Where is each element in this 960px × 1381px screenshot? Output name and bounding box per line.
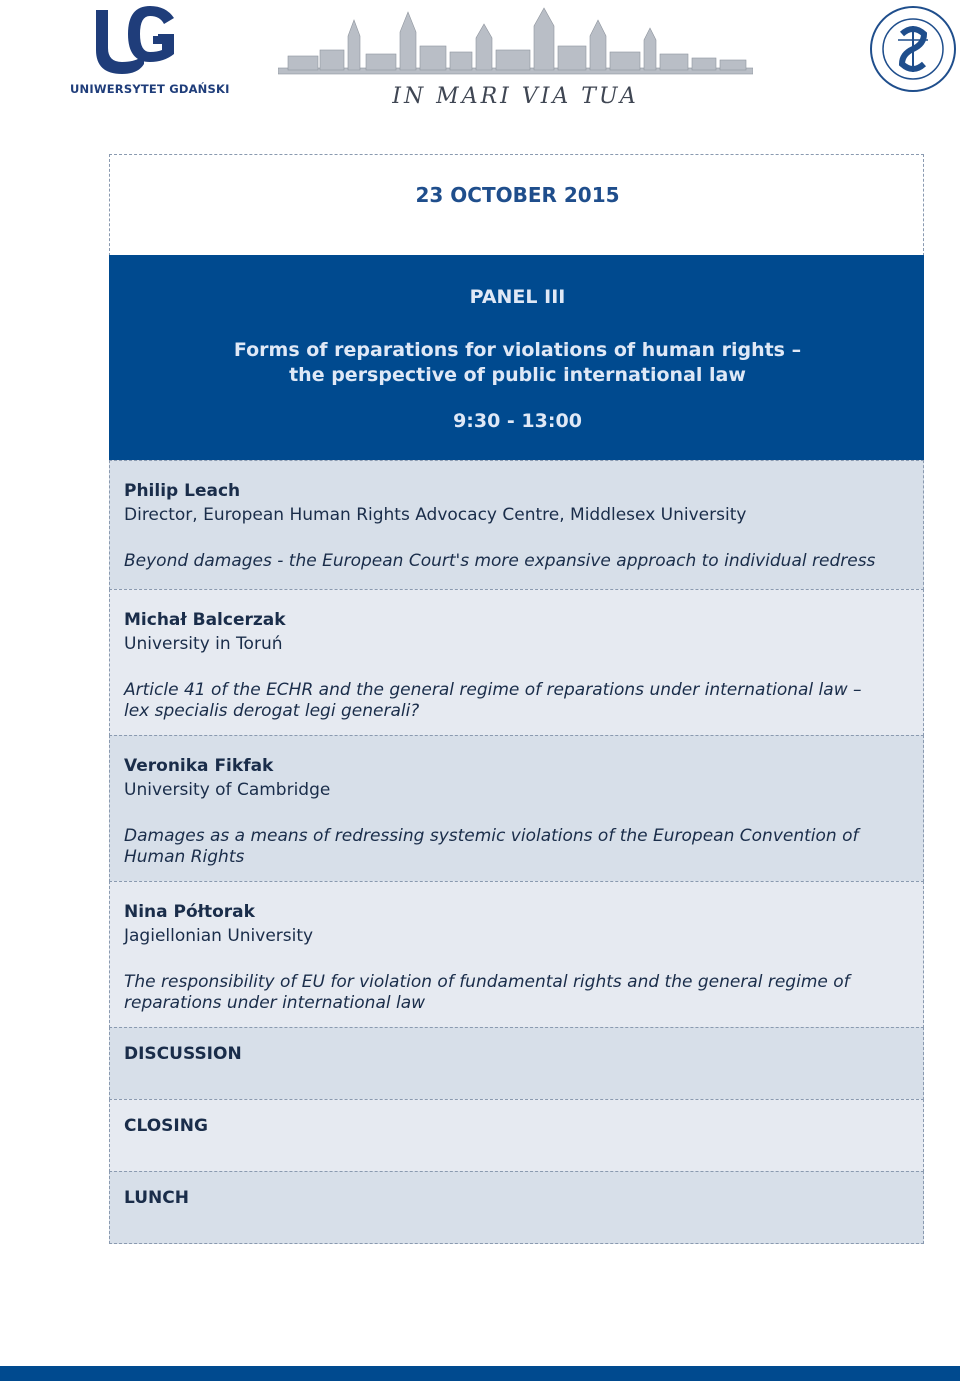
motto-text: IN MARI VIA TUA: [392, 84, 639, 109]
panel-title-line: the perspective of public international law: [289, 364, 746, 386]
date-row: [109, 154, 924, 256]
discussion-row: [109, 1027, 924, 1100]
speaker-row: [109, 460, 924, 590]
speaker-row: [109, 589, 924, 736]
footer-bar: [0, 1366, 960, 1381]
panel-header-row: [109, 255, 924, 461]
lunch-row: [109, 1171, 924, 1244]
agenda-item-label: DISCUSSION: [124, 1044, 242, 1064]
event-date: 23 OCTOBER 2015: [415, 183, 620, 207]
program-table: [109, 155, 924, 1244]
talk-title-line: The responsibility of EU for violation of fundamental rights and the general regime of: [124, 972, 850, 992]
panel-label: PANEL III: [469, 286, 566, 308]
speaker-affiliation: University of Cambridge: [124, 780, 331, 800]
talk-title-line: Human Rights: [124, 847, 245, 867]
speaker-affiliation: University in Toruń: [124, 634, 283, 654]
speaker-name: Nina Półtorak: [124, 902, 255, 922]
university-name: UNIWERSYTET GDAŃSKI: [70, 82, 230, 96]
closing-row: [109, 1099, 924, 1172]
speaker-name: Philip Leach: [124, 481, 241, 501]
talk-title: [124, 972, 909, 1014]
speaker-row: [109, 881, 924, 1028]
panel-title-line: Forms of reparations for violations of human rights –: [233, 339, 802, 361]
talk-title: [124, 680, 909, 722]
panel-title: [110, 338, 925, 388]
faculty-seal-icon: [868, 4, 958, 94]
page-header: [0, 0, 960, 130]
panel-time: 9:30 - 13:00: [453, 410, 582, 432]
talk-title-line: Damages as a means of redressing systemic violations of the European Convention of: [124, 826, 859, 846]
talk-title-line: reparations under international law: [124, 993, 426, 1013]
agenda-item-label: LUNCH: [124, 1188, 189, 1208]
university-logo: [70, 4, 230, 96]
talk-title: [124, 826, 909, 868]
university-crest-icon: [92, 4, 178, 76]
city-skyline-illustration: [278, 6, 753, 88]
talk-title: Beyond damages - the European Court's more expansive approach to individual redress: [124, 551, 876, 571]
speaker-affiliation: Jagiellonian University: [124, 926, 314, 946]
speaker-name: Veronika Fikfak: [124, 756, 274, 776]
talk-title-line: Article 41 of the ECHR and the general regime of reparations under international law –: [124, 680, 862, 700]
talk-title-line: lex specialis derogat legi generali?: [124, 701, 420, 721]
speaker-row: [109, 735, 924, 882]
speaker-affiliation: Director, European Human Rights Advocacy Centre, Middlesex University: [124, 505, 747, 525]
agenda-item-label: CLOSING: [124, 1116, 208, 1136]
speaker-name: Michał Balcerzak: [124, 610, 286, 630]
